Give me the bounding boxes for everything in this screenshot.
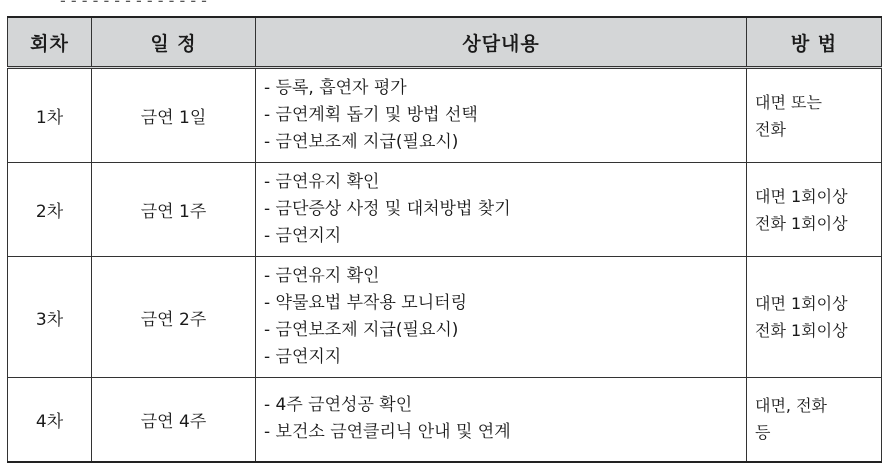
content-line: - 금연계획 돕기 및 방법 선택	[264, 105, 478, 125]
content-line: - 금단증상 사정 및 대처방법 찾기	[264, 199, 511, 219]
cropped-heading-fragment: - - - - - - - - - - - - - -	[60, 0, 207, 10]
method-line: 대면 또는	[755, 92, 822, 112]
table-row	[8, 257, 882, 378]
content-line: - 금연보조제 지급(필요시)	[264, 132, 459, 152]
method-line: 대면, 전화	[755, 396, 827, 416]
content-line: - 약물요법 부작용 모니터링	[264, 293, 467, 313]
method-line: 등	[755, 423, 771, 443]
method-line: 전화	[755, 119, 786, 139]
header-content: 상담내용	[256, 17, 747, 68]
header-schedule: 일 정	[92, 17, 256, 68]
method-line: 대면 1회이상	[755, 294, 848, 313]
content-cell	[256, 378, 747, 462]
round-cell: 1차	[8, 68, 92, 163]
schedule-cell: 금연 1주	[92, 163, 256, 257]
header-round: 회차	[8, 17, 92, 68]
table-header	[8, 17, 882, 68]
method-line: 전화 1회이상	[755, 321, 848, 340]
content-line: - 금연유지 확인	[264, 266, 380, 286]
schedule-cell: 금연 1일	[92, 68, 256, 163]
content-line: - 금연지지	[264, 226, 342, 246]
method-line: 대면 1회이상	[755, 186, 848, 206]
schedule-cell: 금연 2주	[92, 257, 256, 378]
table-body	[8, 68, 882, 462]
round-cell: 2차	[8, 163, 92, 257]
content-cell	[256, 257, 747, 378]
header-method: 방 법	[747, 17, 882, 68]
method-cell	[747, 257, 882, 378]
round-cell: 4차	[8, 378, 92, 462]
schedule-cell: 금연 4주	[92, 378, 256, 462]
header-row	[8, 17, 882, 68]
table-row	[8, 68, 882, 163]
method-cell	[747, 163, 882, 257]
content-line: - 금연지지	[264, 347, 342, 367]
method-cell	[747, 68, 882, 163]
table-row	[8, 378, 882, 462]
content-line: - 금연보조제 지급(필요시)	[264, 320, 459, 340]
counseling-schedule-table	[7, 16, 882, 463]
content-line: - 등록, 흡연자 평가	[264, 78, 407, 98]
content-cell	[256, 68, 747, 163]
content-line: - 금연유지 확인	[264, 172, 380, 192]
method-cell	[747, 378, 882, 462]
table-row	[8, 163, 882, 257]
content-line: - 4주 금연성공 확인	[264, 395, 413, 416]
method-line: 전화 1회이상	[755, 213, 848, 233]
content-cell	[256, 163, 747, 257]
content-line: - 보건소 금연클리닉 안내 및 연계	[264, 422, 511, 443]
round-cell: 3차	[8, 257, 92, 378]
